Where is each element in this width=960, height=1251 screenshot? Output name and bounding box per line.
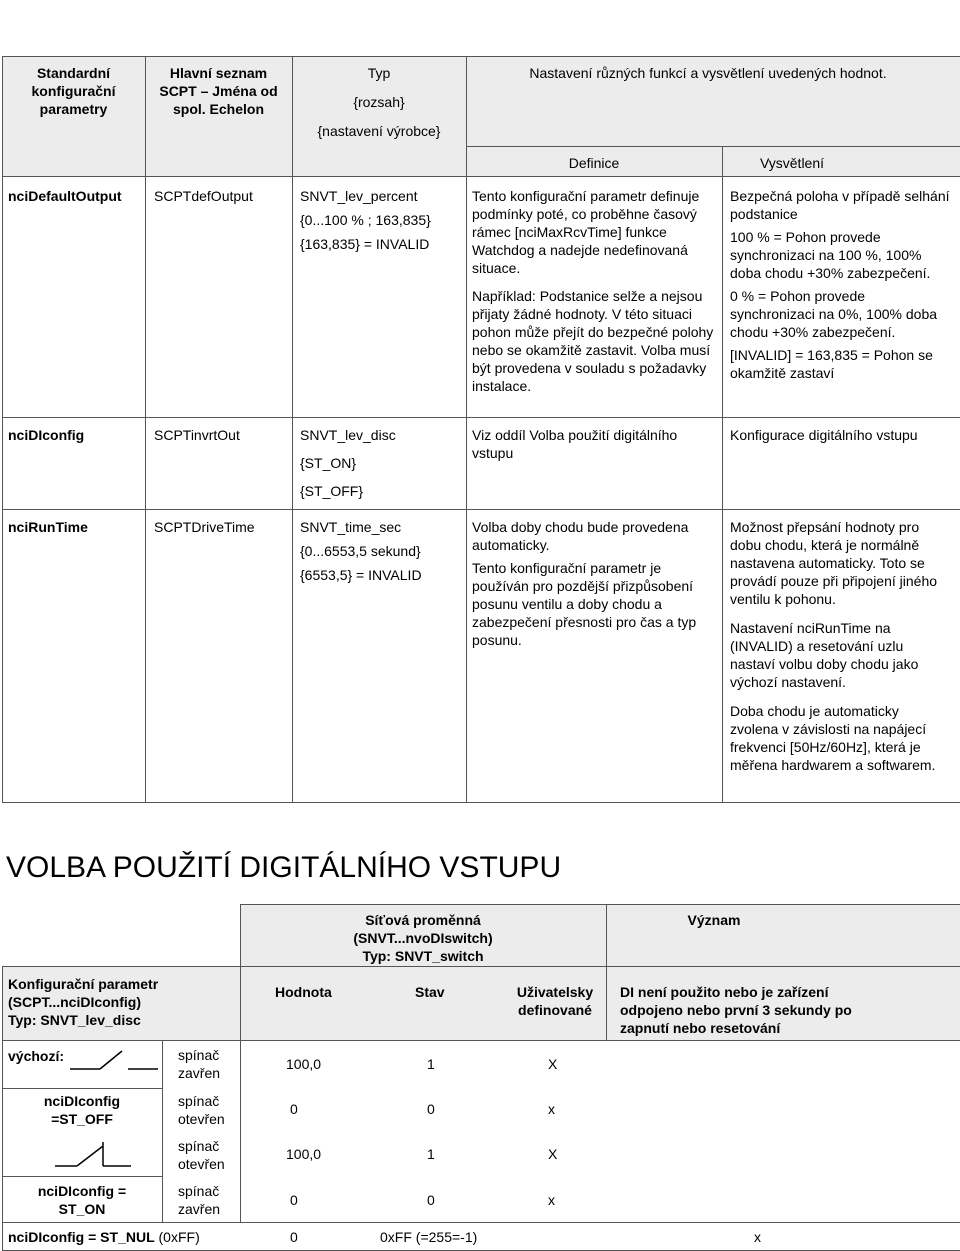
definition-cell: Tento konfigurační parametr definuje podmínky poté, co proběhne časový rámec [nciMaxRcvTime] funkce Watchdog a nadejde nedefinovaná situace. Například: Podstanice selže a nejsou přijaty žádné hodnoty. V této situaci pohon může přejít do bezpečné polohy nebo se okamžitě zastavit. Volba musí být provedena v souladu s požadavky instalace.	[472, 188, 714, 394]
switch-state: spínač otevřen	[178, 1093, 225, 1127]
header-type: Typ {rozsah} {nastavení výrobce}	[317, 65, 441, 139]
explanation-cell: Možnost přepsání hodnoty pro dobu chodu, která je normálně nastavena automaticky. Toto se provádí pouze při připojení jiného ventilu k pohonu. Nastavení nciRunTime na (INVALID) a resetování uzlu nastaví volbu doby chodu jako výchozí nastavení. Doba chodu je automaticky zvolena v závislosti na napájecí frekvenci [50Hz/60Hz], která je měřena hardwarem a softwarem.	[730, 519, 938, 773]
explanation-cell: Konfigurace digitálního vstupu	[730, 427, 918, 443]
value-cell: 0	[290, 1192, 298, 1208]
param-name: nciDIconfig	[8, 427, 85, 443]
user-cell: x	[754, 1229, 761, 1245]
param-name: nciDefaultOutput	[8, 188, 122, 204]
header-main-list: Hlavní seznam SCPT – Jména od spol. Echelon	[159, 65, 278, 117]
param-name: nciRunTime	[8, 519, 88, 535]
state-cell: 0xFF (=255=-1)	[380, 1229, 478, 1245]
type-cell: SNVT_time_sec {0...6553,5 sekund} {6553,5} = INVALID	[300, 519, 422, 583]
state-cell: 1	[427, 1146, 435, 1162]
user-cell: x	[548, 1192, 555, 1208]
state-cell: 0	[427, 1192, 435, 1208]
config-param-header: Konfigurační parametr (SCPT...nciDIconfig) Typ: SNVT_lev_disc	[8, 976, 159, 1028]
type-cell: SNVT_lev_disc {ST_ON} {ST_OFF}	[300, 427, 396, 499]
definition-cell: Volba doby chodu bude provedena automaticky. Tento konfigurační parametr je používán pro pozdější přizpůsobení posunu ventilu a doby chodu a zabezpečení přesnosti pro čas a typ posunu.	[472, 519, 697, 648]
state-cell: 0	[427, 1101, 435, 1117]
value-cell: 100,0	[286, 1146, 322, 1162]
st-off-label: nciDIconfig =ST_OFF	[43, 1093, 121, 1127]
header-settings: Nastavení různých funkcí a vysvětlení uvedených hodnot.	[529, 65, 887, 81]
st-nul-row-label: nciDIconfig = ST_NUL (0xFF)	[8, 1229, 200, 1245]
value-cell: 0	[290, 1229, 298, 1245]
switch-state: spínač zavřen	[178, 1183, 221, 1217]
scpt-name: SCPTDriveTime	[154, 519, 255, 535]
header-definice: Definice	[568, 155, 620, 171]
di-note-header: DI není použito nebo je zařízení odpojeno nebo první 3 sekundy po zapnutí nebo resetování	[620, 984, 852, 1036]
state-cell: 1	[427, 1056, 435, 1072]
value-header: Hodnota	[275, 984, 332, 1000]
user-cell: x	[548, 1101, 555, 1117]
network-variable-header: Síťová proměnná (SNVT...nvoDIswitch) Typ: SNVT_switch	[353, 912, 493, 964]
switch-open-symbol	[70, 1045, 160, 1075]
state-header: Stav	[415, 984, 445, 1000]
scpt-name: SCPTinvrtOut	[154, 427, 240, 443]
meaning-header: Význam	[687, 912, 741, 928]
user-cell: X	[548, 1056, 558, 1072]
type-cell: SNVT_lev_percent {0...100 % ; 163,835} {163,835} = INVALID	[300, 188, 431, 252]
user-cell: X	[548, 1146, 558, 1162]
switch-state: spínač otevřen	[178, 1138, 225, 1172]
switch-closed-symbol	[55, 1138, 135, 1172]
section-title: VOLBA POUŽITÍ DIGITÁLNÍHO VSTUPU	[6, 851, 562, 884]
st-on-label: nciDIconfig = ST_ON	[37, 1183, 127, 1217]
explanation-cell: Bezpečná poloha v případě selhání podstanice 100 % = Pohon provede synchronizaci na 100 %, 100% doba chodu +30% zabezpečení. 0 % = Pohon provede synchronizaci na 0%, 100% doba chodu +30% zabezpečení. [INVALID] = 163,835 = Pohon se okamžitě zastaví	[730, 188, 950, 381]
value-cell: 0	[290, 1101, 298, 1117]
default-label: výchozí:	[8, 1048, 65, 1064]
scpt-name: SCPTdefOutput	[154, 188, 253, 204]
user-defined-header: Uživatelsky definované	[516, 984, 594, 1018]
switch-state: spínač zavřen	[178, 1047, 221, 1081]
value-cell: 100,0	[286, 1056, 322, 1072]
definition-cell: Viz oddíl Volba použití digitálního vstupu	[472, 427, 678, 461]
header-standard-params: Standardní konfigurační parametry	[31, 65, 116, 117]
header-vysvetleni: Vysvětlení	[759, 155, 825, 171]
